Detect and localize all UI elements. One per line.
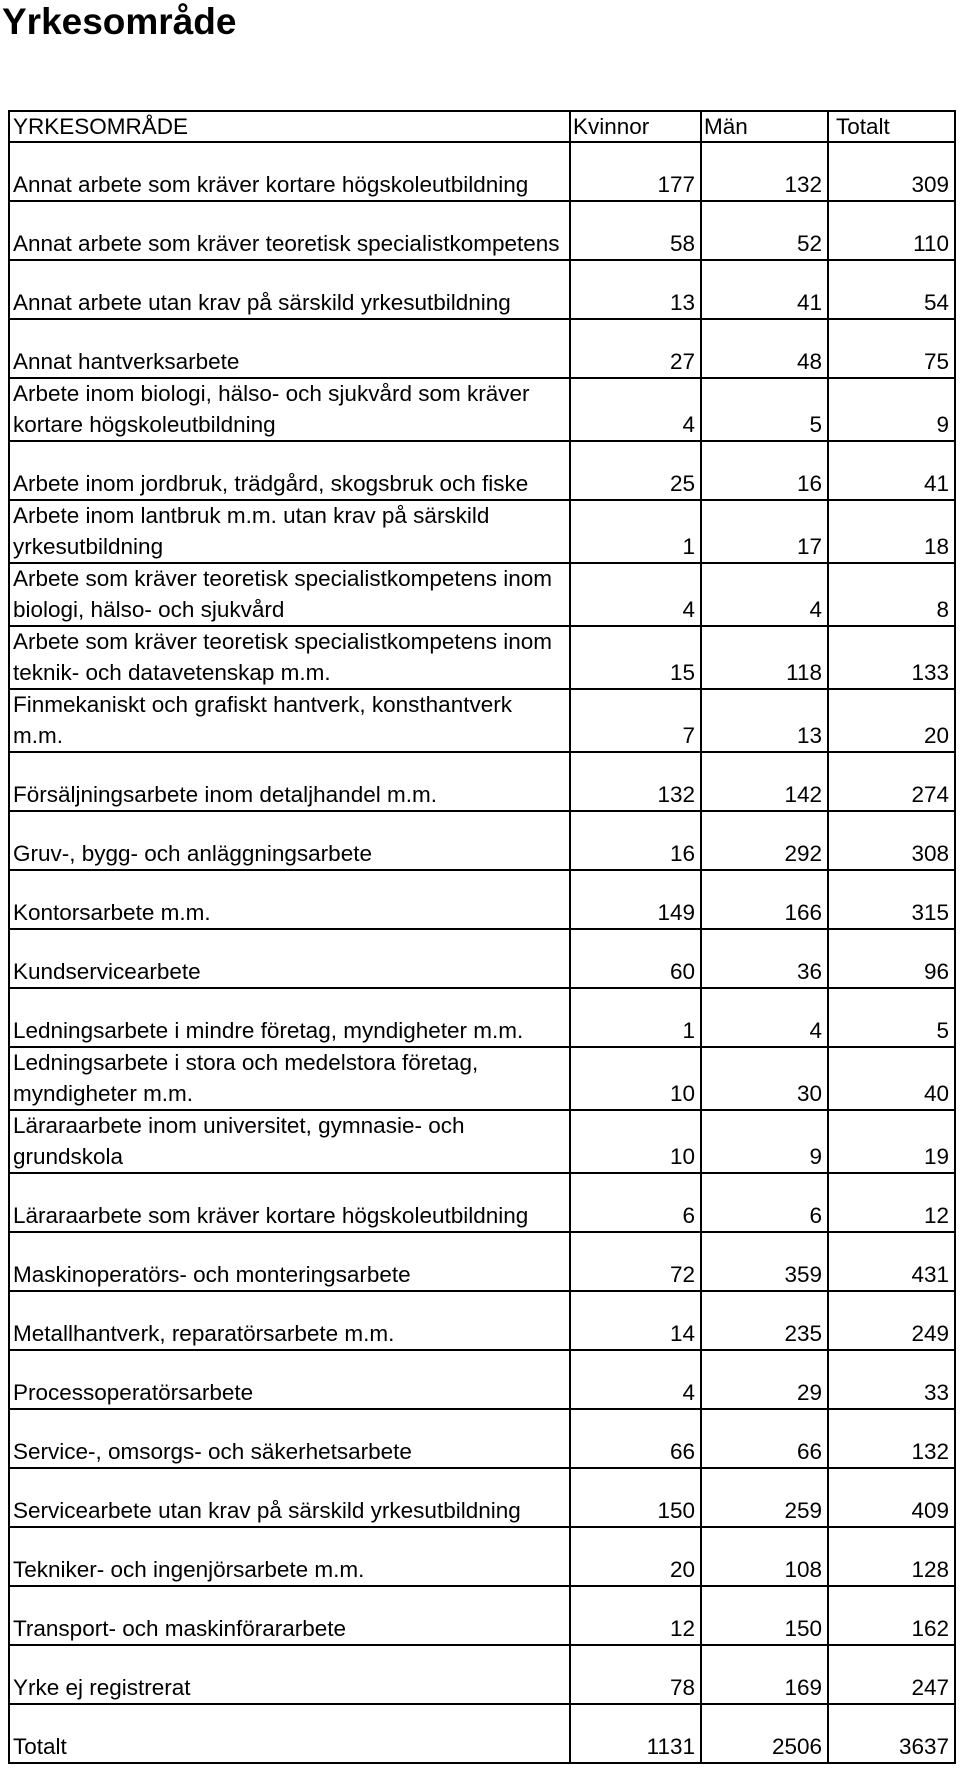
cell-men: 36 — [701, 929, 828, 988]
cell-women: 4 — [570, 378, 701, 441]
header-men: Män — [701, 111, 828, 142]
table-row — [9, 1586, 955, 1645]
cell-total: 96 — [828, 929, 955, 988]
cell-men: 292 — [701, 811, 828, 870]
cell-men: 13 — [701, 689, 828, 752]
header-women: Kvinnor — [570, 111, 701, 142]
cell-women: 66 — [570, 1409, 701, 1468]
cell-men: 4 — [701, 988, 828, 1047]
cell-total: 315 — [828, 870, 955, 929]
table-row — [9, 441, 955, 500]
table-row — [9, 988, 955, 1047]
table-body — [9, 111, 955, 1763]
cell-women: 132 — [570, 752, 701, 811]
table-row — [9, 811, 955, 870]
cell-men: 6 — [701, 1173, 828, 1232]
cell-total: 249 — [828, 1291, 955, 1350]
header-area: YRKESOMRÅDE — [9, 111, 570, 142]
cell-men: 4 — [701, 563, 828, 626]
cell-area: Gruv-, bygg- och anläggningsarbete — [9, 811, 570, 870]
cell-men: 16 — [701, 441, 828, 500]
cell-total: 19 — [828, 1110, 955, 1173]
cell-women: 58 — [570, 201, 701, 260]
page-title: Yrkesområde — [2, 1, 237, 42]
cell-women: 1 — [570, 988, 701, 1047]
cell-area: Yrke ej registrerat — [9, 1645, 570, 1704]
table-row — [9, 260, 955, 319]
cell-men: 48 — [701, 319, 828, 378]
cell-women: 4 — [570, 1350, 701, 1409]
cell-total: 309 — [828, 142, 955, 201]
table-row — [9, 1291, 955, 1350]
cell-area: Arbete inom jordbruk, trädgård, skogsbruk och fiske — [9, 441, 570, 500]
cell-area: Maskinoperatörs- och monteringsarbete — [9, 1232, 570, 1291]
cell-area: Försäljningsarbete inom detaljhandel m.m. — [9, 752, 570, 811]
cell-women: 1 — [570, 500, 701, 563]
cell-men: 108 — [701, 1527, 828, 1586]
cell-area: Transport- och maskinförararbete — [9, 1586, 570, 1645]
cell-total: 128 — [828, 1527, 955, 1586]
cell-men: 150 — [701, 1586, 828, 1645]
table-row — [9, 689, 955, 752]
cell-area: Kontorsarbete m.m. — [9, 870, 570, 929]
table-row — [9, 870, 955, 929]
cell-total: 308 — [828, 811, 955, 870]
cell-total: 18 — [828, 500, 955, 563]
table-row — [9, 1110, 955, 1173]
cell-women: 7 — [570, 689, 701, 752]
table-row — [9, 500, 955, 563]
header-total: Totalt — [828, 111, 955, 142]
cell-area: Kundservicearbete — [9, 929, 570, 988]
table-row — [9, 142, 955, 201]
cell-total: 409 — [828, 1468, 955, 1527]
cell-total: 9 — [828, 378, 955, 441]
cell-total: 75 — [828, 319, 955, 378]
cell-area: Läraraarbete som kräver kortare högskoleutbildning — [9, 1173, 570, 1232]
table-row — [9, 319, 955, 378]
cell-women: 78 — [570, 1645, 701, 1704]
cell-total: 274 — [828, 752, 955, 811]
cell-area: Tekniker- och ingenjörsarbete m.m. — [9, 1527, 570, 1586]
cell-area: Arbete som kräver teoretisk specialistkompetens inom teknik- och datavetenskap m.m. — [9, 626, 570, 689]
cell-women: 60 — [570, 929, 701, 988]
table-row — [9, 929, 955, 988]
cell-men: 17 — [701, 500, 828, 563]
cell-men: 142 — [701, 752, 828, 811]
cell-total: 3637 — [828, 1704, 955, 1763]
cell-men: 169 — [701, 1645, 828, 1704]
occupation-table — [8, 110, 956, 1764]
cell-total: 431 — [828, 1232, 955, 1291]
cell-women: 72 — [570, 1232, 701, 1291]
cell-women: 1131 — [570, 1704, 701, 1763]
cell-men: 132 — [701, 142, 828, 201]
table-row — [9, 626, 955, 689]
cell-women: 10 — [570, 1110, 701, 1173]
cell-area: Ledningsarbete i mindre företag, myndigheter m.m. — [9, 988, 570, 1047]
cell-total: 33 — [828, 1350, 955, 1409]
table-total-row — [9, 1704, 955, 1763]
cell-area: Annat hantverksarbete — [9, 319, 570, 378]
table-row — [9, 752, 955, 811]
cell-total: 54 — [828, 260, 955, 319]
cell-total: 132 — [828, 1409, 955, 1468]
table-row — [9, 1047, 955, 1110]
cell-women: 20 — [570, 1527, 701, 1586]
cell-area: Arbete inom biologi, hälso- och sjukvård som kräver kortare högskoleutbildning — [9, 378, 570, 441]
cell-men: 41 — [701, 260, 828, 319]
cell-area: Arbete inom lantbruk m.m. utan krav på särskild yrkesutbildning — [9, 500, 570, 563]
cell-women: 27 — [570, 319, 701, 378]
cell-men: 259 — [701, 1468, 828, 1527]
cell-women: 6 — [570, 1173, 701, 1232]
cell-total: 40 — [828, 1047, 955, 1110]
cell-women: 16 — [570, 811, 701, 870]
table-row — [9, 378, 955, 441]
cell-area: Totalt — [9, 1704, 570, 1763]
table-row — [9, 201, 955, 260]
cell-area: Annat arbete som kräver kortare högskoleutbildning — [9, 142, 570, 201]
cell-women: 13 — [570, 260, 701, 319]
cell-men: 5 — [701, 378, 828, 441]
cell-women: 149 — [570, 870, 701, 929]
cell-area: Processoperatörsarbete — [9, 1350, 570, 1409]
cell-women: 10 — [570, 1047, 701, 1110]
cell-area: Servicearbete utan krav på särskild yrkesutbildning — [9, 1468, 570, 1527]
cell-women: 150 — [570, 1468, 701, 1527]
cell-men: 359 — [701, 1232, 828, 1291]
cell-total: 5 — [828, 988, 955, 1047]
cell-men: 2506 — [701, 1704, 828, 1763]
table-row — [9, 1409, 955, 1468]
cell-area: Annat arbete utan krav på särskild yrkesutbildning — [9, 260, 570, 319]
cell-women: 15 — [570, 626, 701, 689]
cell-men: 52 — [701, 201, 828, 260]
cell-total: 20 — [828, 689, 955, 752]
table-row — [9, 1350, 955, 1409]
cell-total: 247 — [828, 1645, 955, 1704]
table-row — [9, 1468, 955, 1527]
cell-men: 9 — [701, 1110, 828, 1173]
cell-men: 30 — [701, 1047, 828, 1110]
cell-men: 66 — [701, 1409, 828, 1468]
table-row — [9, 563, 955, 626]
cell-women: 12 — [570, 1586, 701, 1645]
table-row — [9, 1527, 955, 1586]
cell-total: 8 — [828, 563, 955, 626]
cell-women: 4 — [570, 563, 701, 626]
cell-area: Annat arbete som kräver teoretisk specialistkompetens — [9, 201, 570, 260]
cell-area: Läraraarbete inom universitet, gymnasie- och grundskola — [9, 1110, 570, 1173]
cell-total: 41 — [828, 441, 955, 500]
cell-total: 133 — [828, 626, 955, 689]
cell-men: 235 — [701, 1291, 828, 1350]
cell-total: 12 — [828, 1173, 955, 1232]
cell-area: Finmekaniskt och grafiskt hantverk, konsthantverk m.m. — [9, 689, 570, 752]
cell-men: 118 — [701, 626, 828, 689]
cell-area: Ledningsarbete i stora och medelstora företag, myndigheter m.m. — [9, 1047, 570, 1110]
cell-women: 177 — [570, 142, 701, 201]
table-row — [9, 1232, 955, 1291]
cell-area: Metallhantverk, reparatörsarbete m.m. — [9, 1291, 570, 1350]
cell-men: 29 — [701, 1350, 828, 1409]
table-header-row — [9, 111, 955, 142]
cell-area: Service-, omsorgs- och säkerhetsarbete — [9, 1409, 570, 1468]
cell-total: 110 — [828, 201, 955, 260]
table-row — [9, 1645, 955, 1704]
table-row — [9, 1173, 955, 1232]
cell-men: 166 — [701, 870, 828, 929]
cell-women: 14 — [570, 1291, 701, 1350]
cell-area: Arbete som kräver teoretisk specialistkompetens inom biologi, hälso- och sjukvård — [9, 563, 570, 626]
cell-total: 162 — [828, 1586, 955, 1645]
cell-women: 25 — [570, 441, 701, 500]
